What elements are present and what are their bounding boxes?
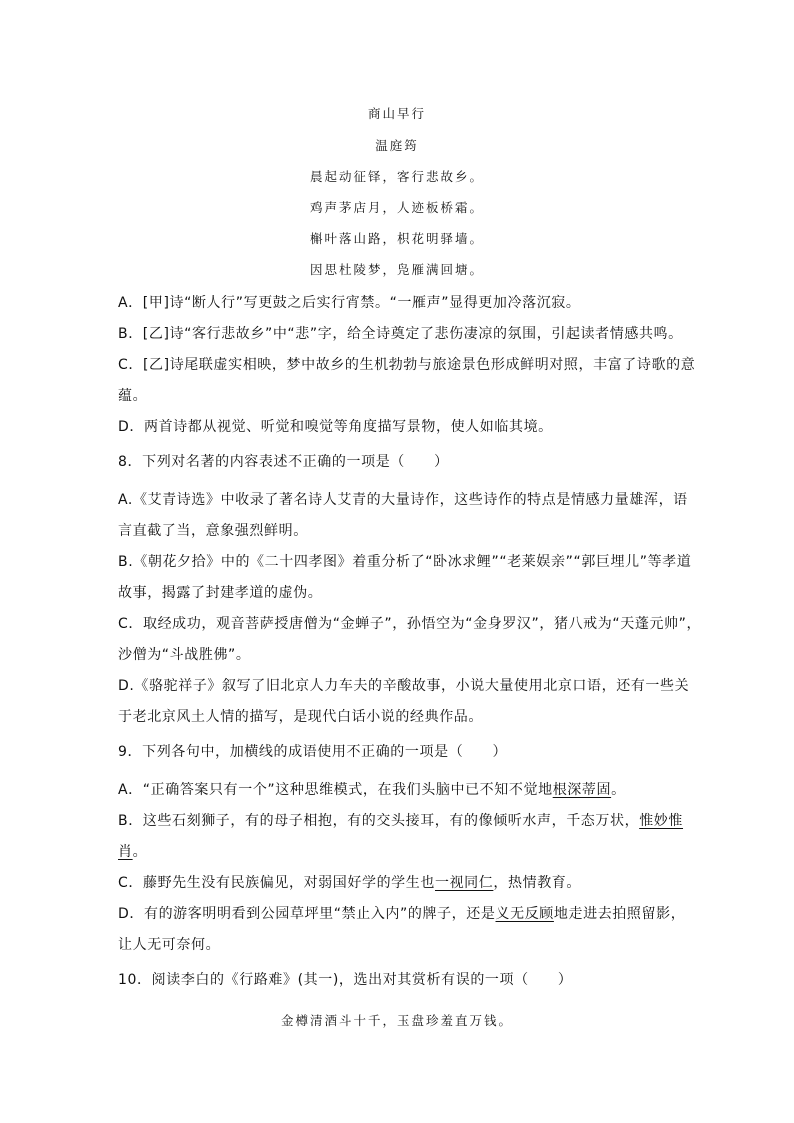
q9-a-text: A．“正确答案只有一个”这种思维模式，在我们头脑中已不知不觉地 <box>118 782 553 798</box>
q9-b-text: B．这些石刻狮子，有的母子相抱，有的交头接耳，有的像倾听水声，千态万状， <box>118 813 640 829</box>
q9-stem: 9．下列各句中，加横线的成语使用不正确的一项是（ ） <box>118 744 508 760</box>
q9-option-b <box>118 810 683 830</box>
q7-option-c-cont: 蕴。 <box>118 388 148 404</box>
q9-d-idiom: 义无反顾 <box>495 906 554 922</box>
q9-c-end: ，热情教育。 <box>493 875 581 891</box>
q7-option-d: D．两首诗都从视觉、听觉和嗅觉等角度描写景物，使人如临其境。 <box>118 419 553 435</box>
q8-option-a: A.《艾青诗选》中收录了著名诗人艾青的大量诗作，这些诗作的特点是情感力量雄浑，语 <box>118 492 688 508</box>
poem-author: 温庭筠 <box>375 138 419 153</box>
q9-c-idiom: 一视同仁 <box>434 875 494 891</box>
poem-line: 晨起动征铎，客行悲故乡。 <box>309 169 484 184</box>
q7-option-a: A．[甲]诗“断人行”写更鼓之后实行宵禁。“一雁声”显得更加冷落沉寂。 <box>118 295 581 311</box>
q9-d-end: 地走进去拍照留影， <box>553 906 686 922</box>
q9-a-end: 。 <box>611 782 626 798</box>
poem-title: 商山早行 <box>367 106 426 121</box>
q9-b-end: 。 <box>132 844 148 860</box>
q8-option-c: C．取经成功，观音菩萨授唐僧为“金蝉子”，孙悟空为“金身罗汉”，猪八戒为“天蓬元帅”， <box>118 616 702 632</box>
poem-line: 鸡声茅店月，人迹板桥霜。 <box>309 200 484 215</box>
q9-option-b-cont <box>118 841 147 861</box>
q7-option-b: B．[乙]诗“客行悲故乡”中“悲”字，给全诗奠定了悲伤凄凉的氛围，引起读者情感共鸣。 <box>118 326 683 342</box>
q9-b-idiom: 惟妙惟 <box>639 813 684 829</box>
q9-option-d <box>118 903 685 923</box>
q10-poem-line: 金樽清酒斗十千，玉盘珍羞直万钱。 <box>280 1013 513 1028</box>
q8-option-a-cont: 言直截了当，意象强烈鲜明。 <box>118 523 308 539</box>
q10-stem: 10．阅读李白的《行路难》(其一)，选出对其赏析有误的一项（ ） <box>118 972 573 988</box>
q8-option-d: D.《骆驼祥子》叙写了旧北京人力车夫的辛酸故事，小说大量使用北京口语，还有一些关 <box>118 678 690 694</box>
q8-option-b-cont: 故事，揭露了封建孝道的虚伪。 <box>118 585 323 601</box>
q8-stem: 8．下列对名著的内容表述不正确的一项是（ ） <box>118 454 449 470</box>
q7-option-c: C．[乙]诗尾联虚实相映，梦中故乡的生机勃勃与旅途景色形成鲜明对照，丰富了诗歌的意 <box>118 357 696 373</box>
q9-option-d-cont: 让人无可奈何。 <box>118 937 221 953</box>
q8-option-b: B.《朝花夕拾》中的《二十四孝图》着重分析了“卧冰求鲤”“老莱娱亲”“郭巨埋儿”等孝道 <box>118 554 692 570</box>
q9-option-a <box>118 779 626 799</box>
poem-line: 因思杜陵梦，凫雁满回塘。 <box>309 262 484 277</box>
q9-d-text: D．有的游客明明看到公园草坪里“禁止入内”的牌子，还是 <box>118 906 496 922</box>
q9-option-c <box>118 872 581 892</box>
q9-a-idiom: 根深蒂固 <box>552 782 612 798</box>
q9-b-idiom-cont: 肖 <box>118 844 133 860</box>
poem-line: 槲叶落山路，枳花明驿墙。 <box>309 231 484 246</box>
q8-option-d-cont: 于老北京风土人情的描写，是现代白话小说的经典作品。 <box>118 709 483 725</box>
q9-c-text: C．藤野先生没有民族偏见，对弱国好学的学生也 <box>118 875 435 891</box>
q8-option-c-cont: 沙僧为“斗战胜佛”。 <box>118 647 251 663</box>
